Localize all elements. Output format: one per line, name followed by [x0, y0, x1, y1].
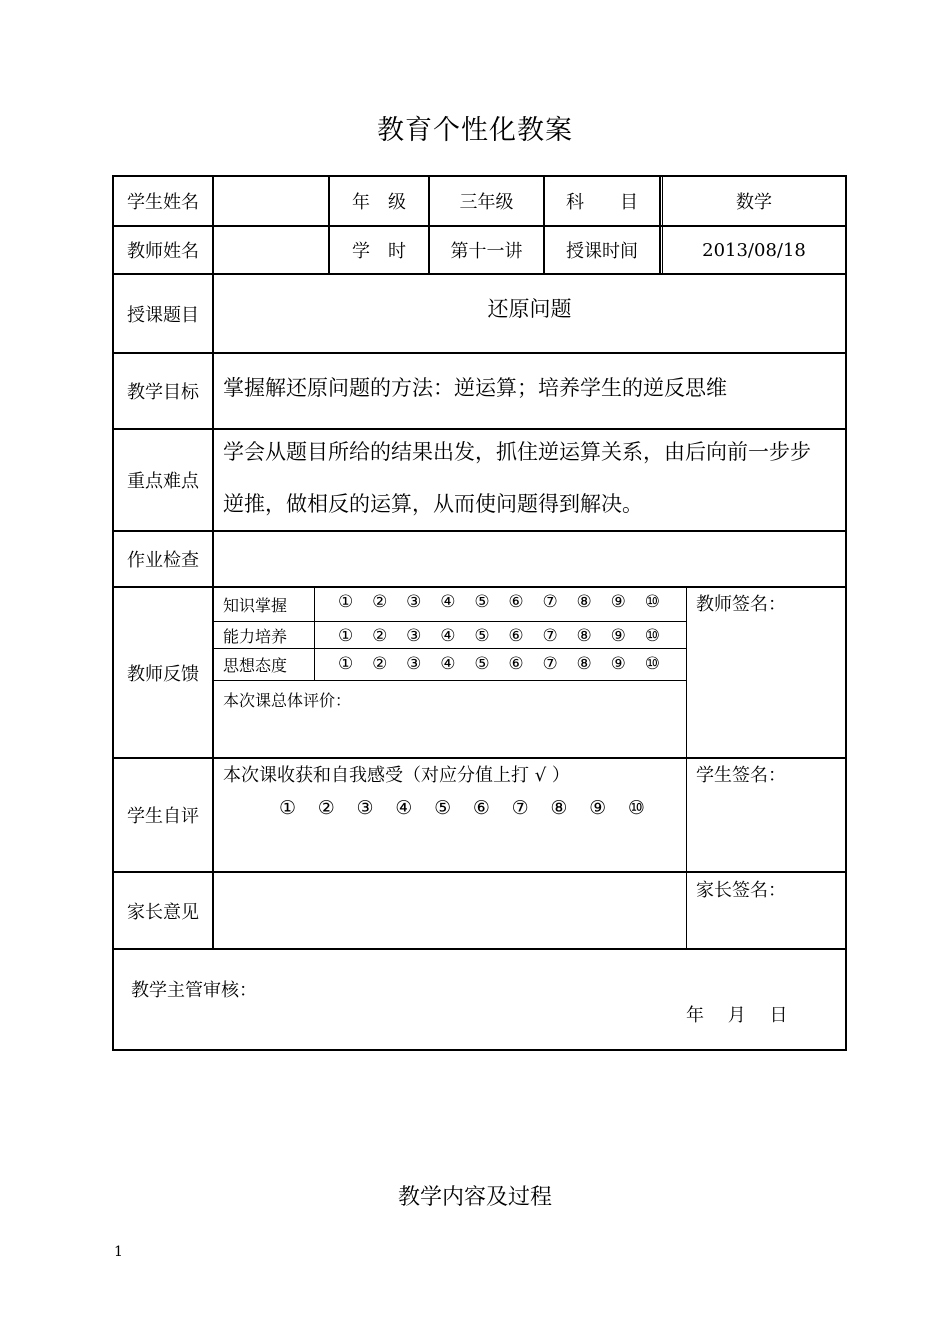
grade-label: 年 级: [352, 192, 406, 213]
goal-label: 教学目标: [127, 382, 199, 403]
score-option[interactable]: ③: [356, 797, 374, 819]
score-option[interactable]: ⑨: [610, 626, 626, 646]
feedback-row-knowledge: 知识掌握: [223, 596, 288, 615]
grade-value: 三年级: [459, 192, 514, 213]
subject-value: 数学: [736, 192, 772, 213]
score-option[interactable]: ⑩: [644, 654, 660, 674]
student-eval-prompt: 本次课收获和自我感受（对应分值上打 √ ）: [223, 765, 570, 786]
score-option[interactable]: ④: [440, 626, 456, 646]
score-option[interactable]: ⑧: [550, 797, 568, 819]
student-score-scale: [279, 797, 645, 819]
score-option[interactable]: ⑧: [576, 592, 592, 612]
feedback-row-ability: 能力培养: [223, 626, 288, 646]
review-date-label: 年 月 日: [686, 1005, 788, 1026]
score-option[interactable]: ②: [317, 797, 335, 819]
score-option[interactable]: ③: [406, 626, 422, 646]
score-option[interactable]: ⑤: [474, 592, 490, 612]
homework-field[interactable]: [214, 532, 845, 586]
score-option[interactable]: ⑦: [511, 797, 529, 819]
student-name-label: 学生姓名: [127, 192, 199, 213]
student-name-field[interactable]: [214, 177, 328, 225]
teacher-signature-label: 教师签名：: [696, 594, 786, 615]
score-option[interactable]: ⑥: [508, 654, 524, 674]
score-option[interactable]: ⑩: [644, 626, 660, 646]
keypoint-line-1: 学会从题目所给的结果出发，抓住逆运算关系，由后向前一步步: [223, 440, 811, 464]
score-option[interactable]: ⑦: [542, 592, 558, 612]
attitude-score-scale: [338, 654, 660, 674]
score-option[interactable]: ①: [338, 592, 354, 612]
class-time-value: 2013/08/18: [702, 239, 806, 261]
score-option[interactable]: ⑦: [542, 654, 558, 674]
keypoint-line-2: 逆推，做相反的运算，从而使问题得到解决。: [223, 492, 643, 516]
hours-label: 学 时: [352, 241, 406, 262]
score-option[interactable]: ①: [338, 626, 354, 646]
score-option[interactable]: ⑥: [508, 592, 524, 612]
score-option[interactable]: ⑧: [576, 626, 592, 646]
teacher-name-label: 教师姓名: [127, 241, 199, 262]
overall-evaluation-label: 本次课总体评价：: [223, 691, 352, 710]
score-option[interactable]: ②: [372, 654, 388, 674]
score-option[interactable]: ②: [372, 592, 388, 612]
score-option[interactable]: ⑦: [542, 626, 558, 646]
teacher-name-field[interactable]: [214, 227, 328, 273]
topic-label: 授课题目: [127, 304, 199, 326]
score-option[interactable]: ⑤: [434, 797, 452, 819]
feedback-row-attitude: 思想态度: [223, 656, 288, 675]
score-option[interactable]: ⑩: [644, 592, 660, 612]
score-option[interactable]: ③: [406, 654, 422, 674]
subject-label: 科 目: [566, 192, 638, 213]
ability-score-scale: [338, 626, 660, 646]
score-option[interactable]: ⑨: [589, 797, 607, 819]
teacher-feedback-label: 教师反馈: [127, 663, 199, 685]
topic-value: 还原问题: [487, 297, 572, 321]
homework-label: 作业检查: [127, 550, 199, 571]
keypoint-text: [223, 426, 843, 530]
student-eval-label: 学生自评: [127, 806, 199, 827]
score-option[interactable]: ⑧: [576, 654, 592, 674]
score-option[interactable]: ①: [279, 797, 297, 819]
goal-value: 掌握解还原问题的方法：逆运算；培养学生的逆反思维: [223, 376, 727, 400]
score-option[interactable]: ①: [338, 654, 354, 674]
score-option[interactable]: ⑤: [474, 626, 490, 646]
score-option[interactable]: ③: [406, 592, 422, 612]
score-option[interactable]: ④: [395, 797, 413, 819]
score-option[interactable]: ⑨: [610, 592, 626, 612]
score-option[interactable]: ⑩: [627, 797, 645, 819]
score-option[interactable]: ②: [372, 626, 388, 646]
class-time-label: 授课时间: [566, 241, 638, 262]
score-option[interactable]: ⑤: [474, 654, 490, 674]
page-number: 1: [114, 1244, 123, 1260]
score-option[interactable]: ④: [440, 592, 456, 612]
score-option[interactable]: ⑨: [610, 654, 626, 674]
keypoint-label: 重点难点: [127, 471, 199, 492]
parent-opinion-label: 家长意见: [127, 901, 199, 923]
score-option[interactable]: ⑥: [508, 626, 524, 646]
score-option[interactable]: ⑥: [472, 797, 490, 819]
section-title: 教学内容及过程: [397, 1185, 552, 1210]
page-title: 教育个性化教案: [377, 115, 573, 146]
parent-signature-label: 家长签名：: [696, 880, 786, 901]
score-option[interactable]: ④: [440, 654, 456, 674]
knowledge-score-scale: [338, 592, 660, 612]
supervisor-review-label: 教学主管审核：: [131, 980, 257, 1001]
student-signature-label: 学生签名：: [696, 765, 786, 786]
hours-value: 第十一讲: [450, 241, 523, 262]
